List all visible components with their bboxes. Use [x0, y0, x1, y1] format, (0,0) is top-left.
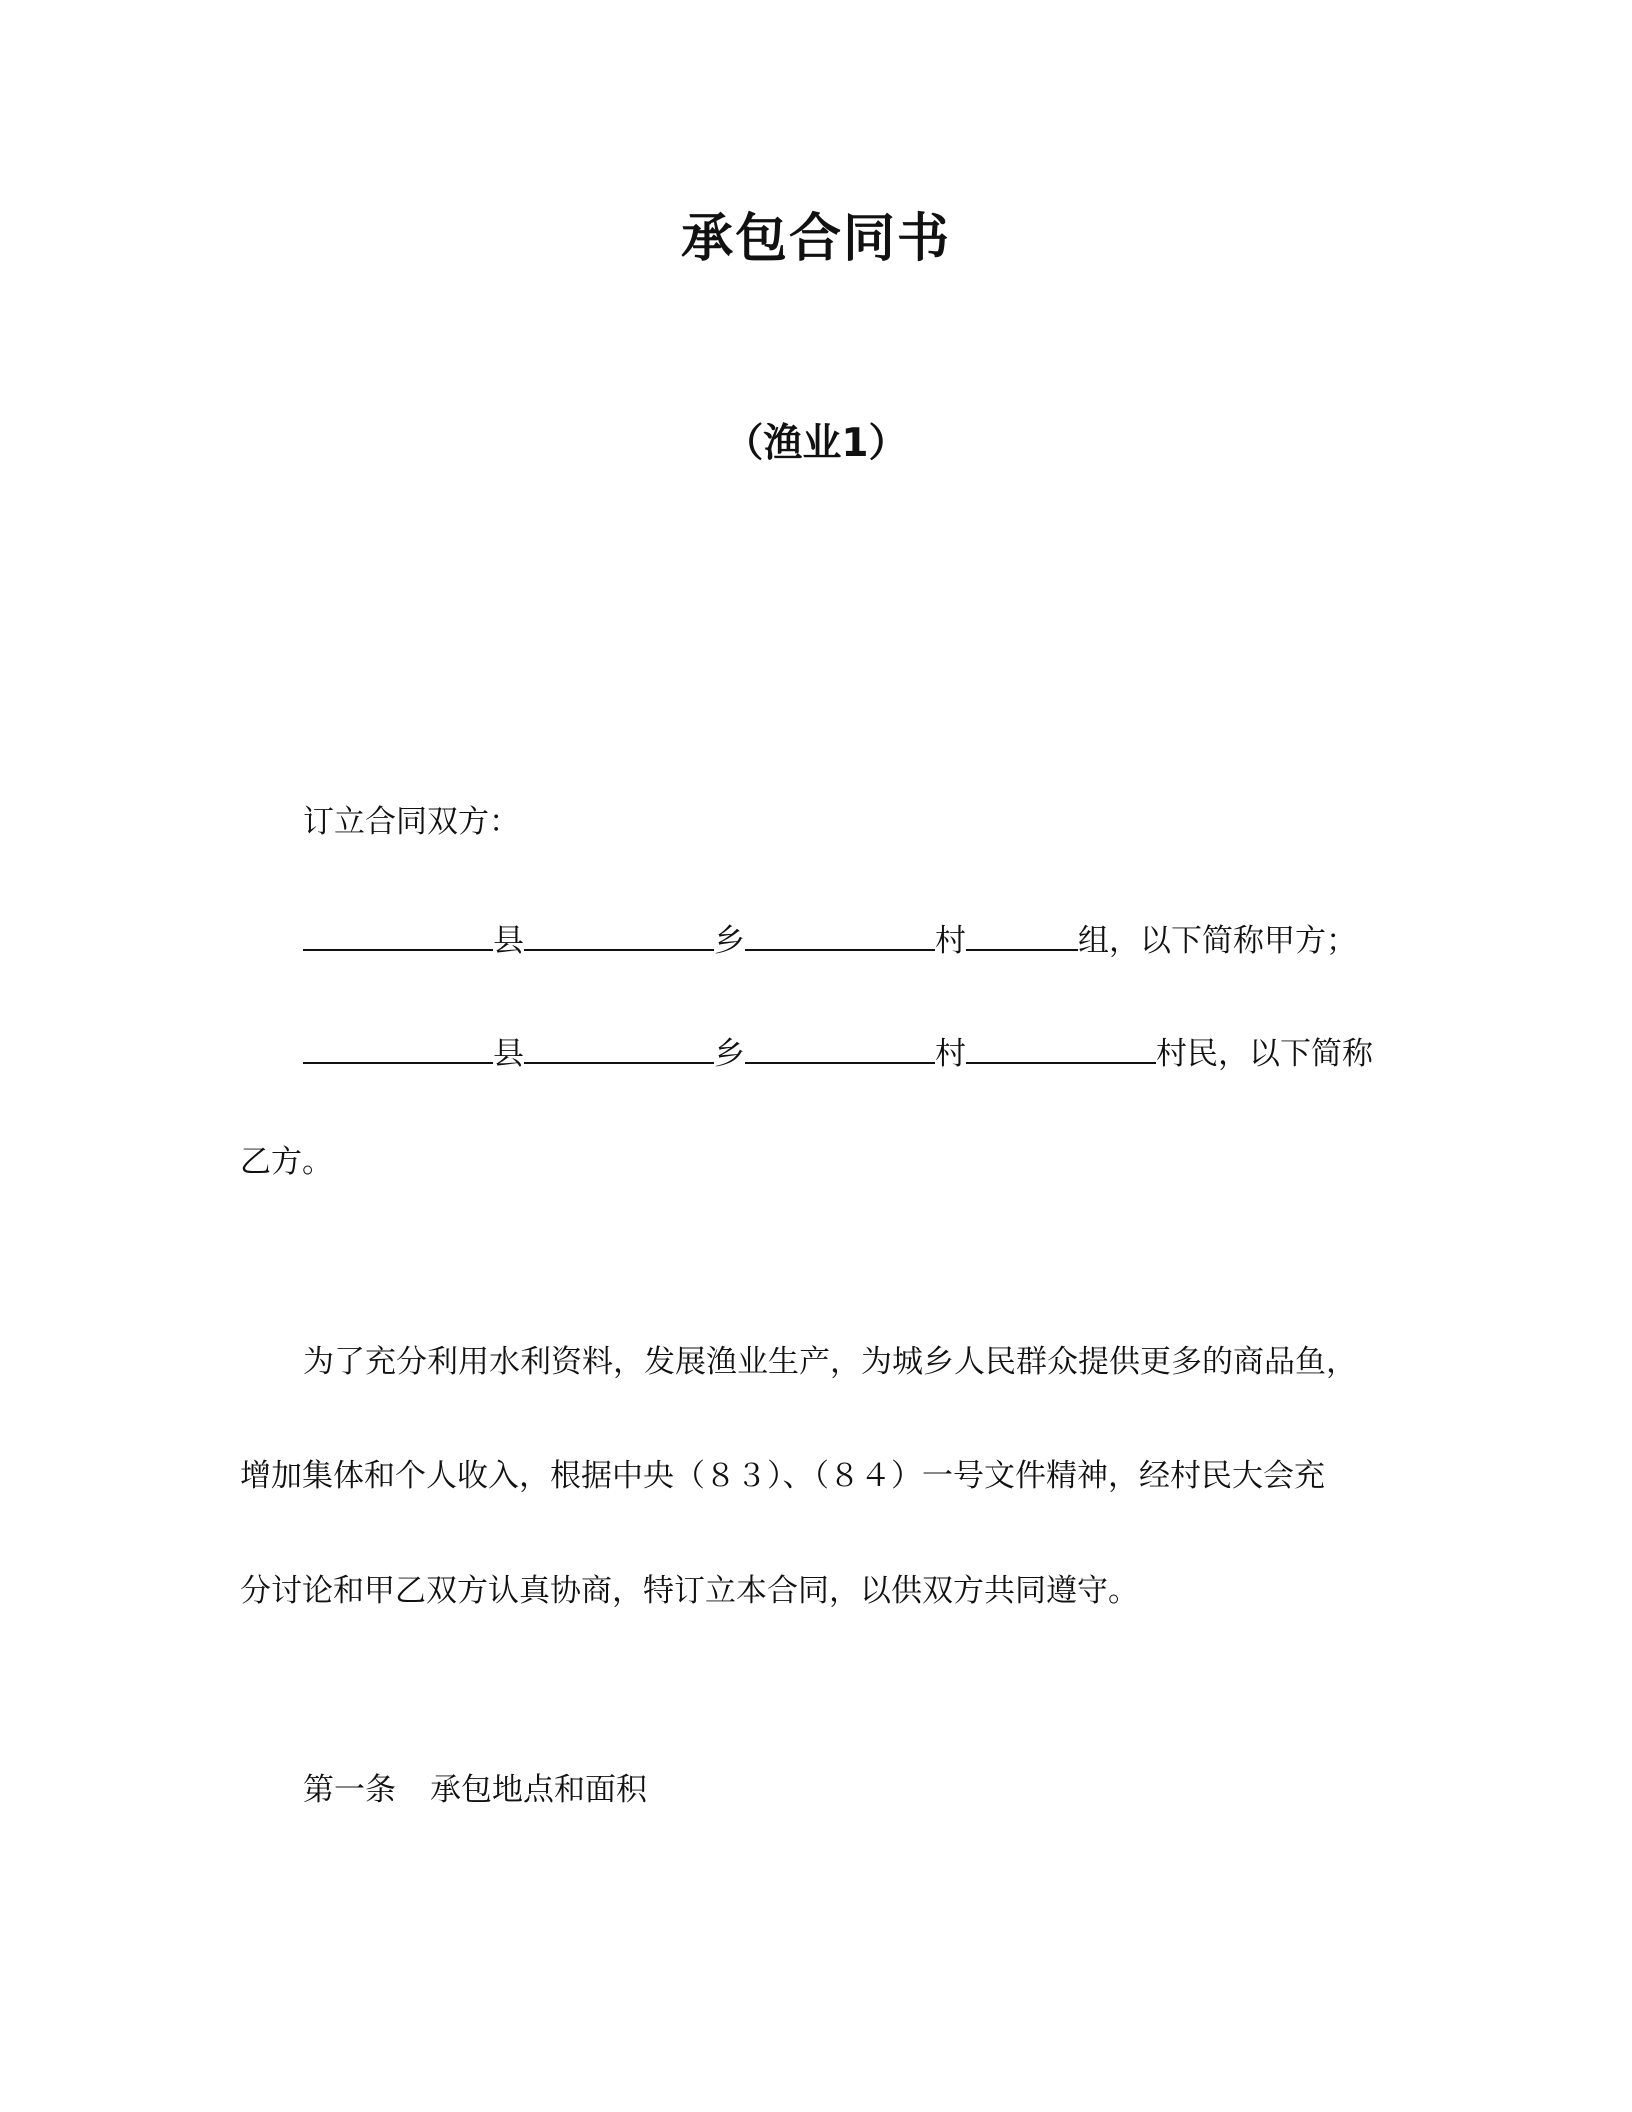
party-a-line	[303, 915, 1357, 961]
parties-heading: 订立合同双方：	[303, 804, 520, 840]
party-a-group-blank	[966, 915, 1078, 951]
document-subtitle: （渔业1）	[724, 421, 908, 466]
party-b-continuation: 乙方。	[240, 1144, 333, 1180]
party-a-village-label: 村	[935, 923, 966, 959]
party-b-village-label: 村	[935, 1036, 966, 1072]
party-a-township-blank	[524, 915, 714, 951]
party-b-suffix: 村民，以下简称	[1156, 1036, 1373, 1072]
document-title: 承包合同书	[680, 209, 951, 269]
party-b-line	[303, 1028, 1373, 1074]
article-1-number: 第一条	[303, 1772, 396, 1808]
purpose-line-1: 为了充分利用水利资料，发展渔业生产，为城乡人民群众提供更多的商品鱼，	[303, 1344, 1357, 1380]
party-a-county-blank	[303, 915, 493, 951]
party-a-county-label: 县	[493, 923, 524, 959]
party-b-county-label: 县	[493, 1036, 524, 1072]
party-a-village-blank	[745, 915, 935, 951]
party-b-township-blank	[524, 1028, 714, 1064]
purpose-line-2: 增加集体和个人收入，根据中央（８３）、（８４）一号文件精神，经村民大会充	[240, 1458, 1325, 1494]
article-1-title: 承包地点和面积	[430, 1772, 647, 1808]
party-b-village-blank	[745, 1028, 935, 1064]
party-a-suffix: 组，以下简称甲方；	[1078, 923, 1357, 959]
purpose-line-3: 分讨论和甲乙双方认真协商，特订立本合同，以供双方共同遵守。	[240, 1573, 1139, 1609]
party-b-county-blank	[303, 1028, 493, 1064]
party-b-name-blank	[966, 1028, 1156, 1064]
article-1-heading	[303, 1770, 647, 1810]
party-b-township-label: 乡	[714, 1036, 745, 1072]
party-a-township-label: 乡	[714, 923, 745, 959]
